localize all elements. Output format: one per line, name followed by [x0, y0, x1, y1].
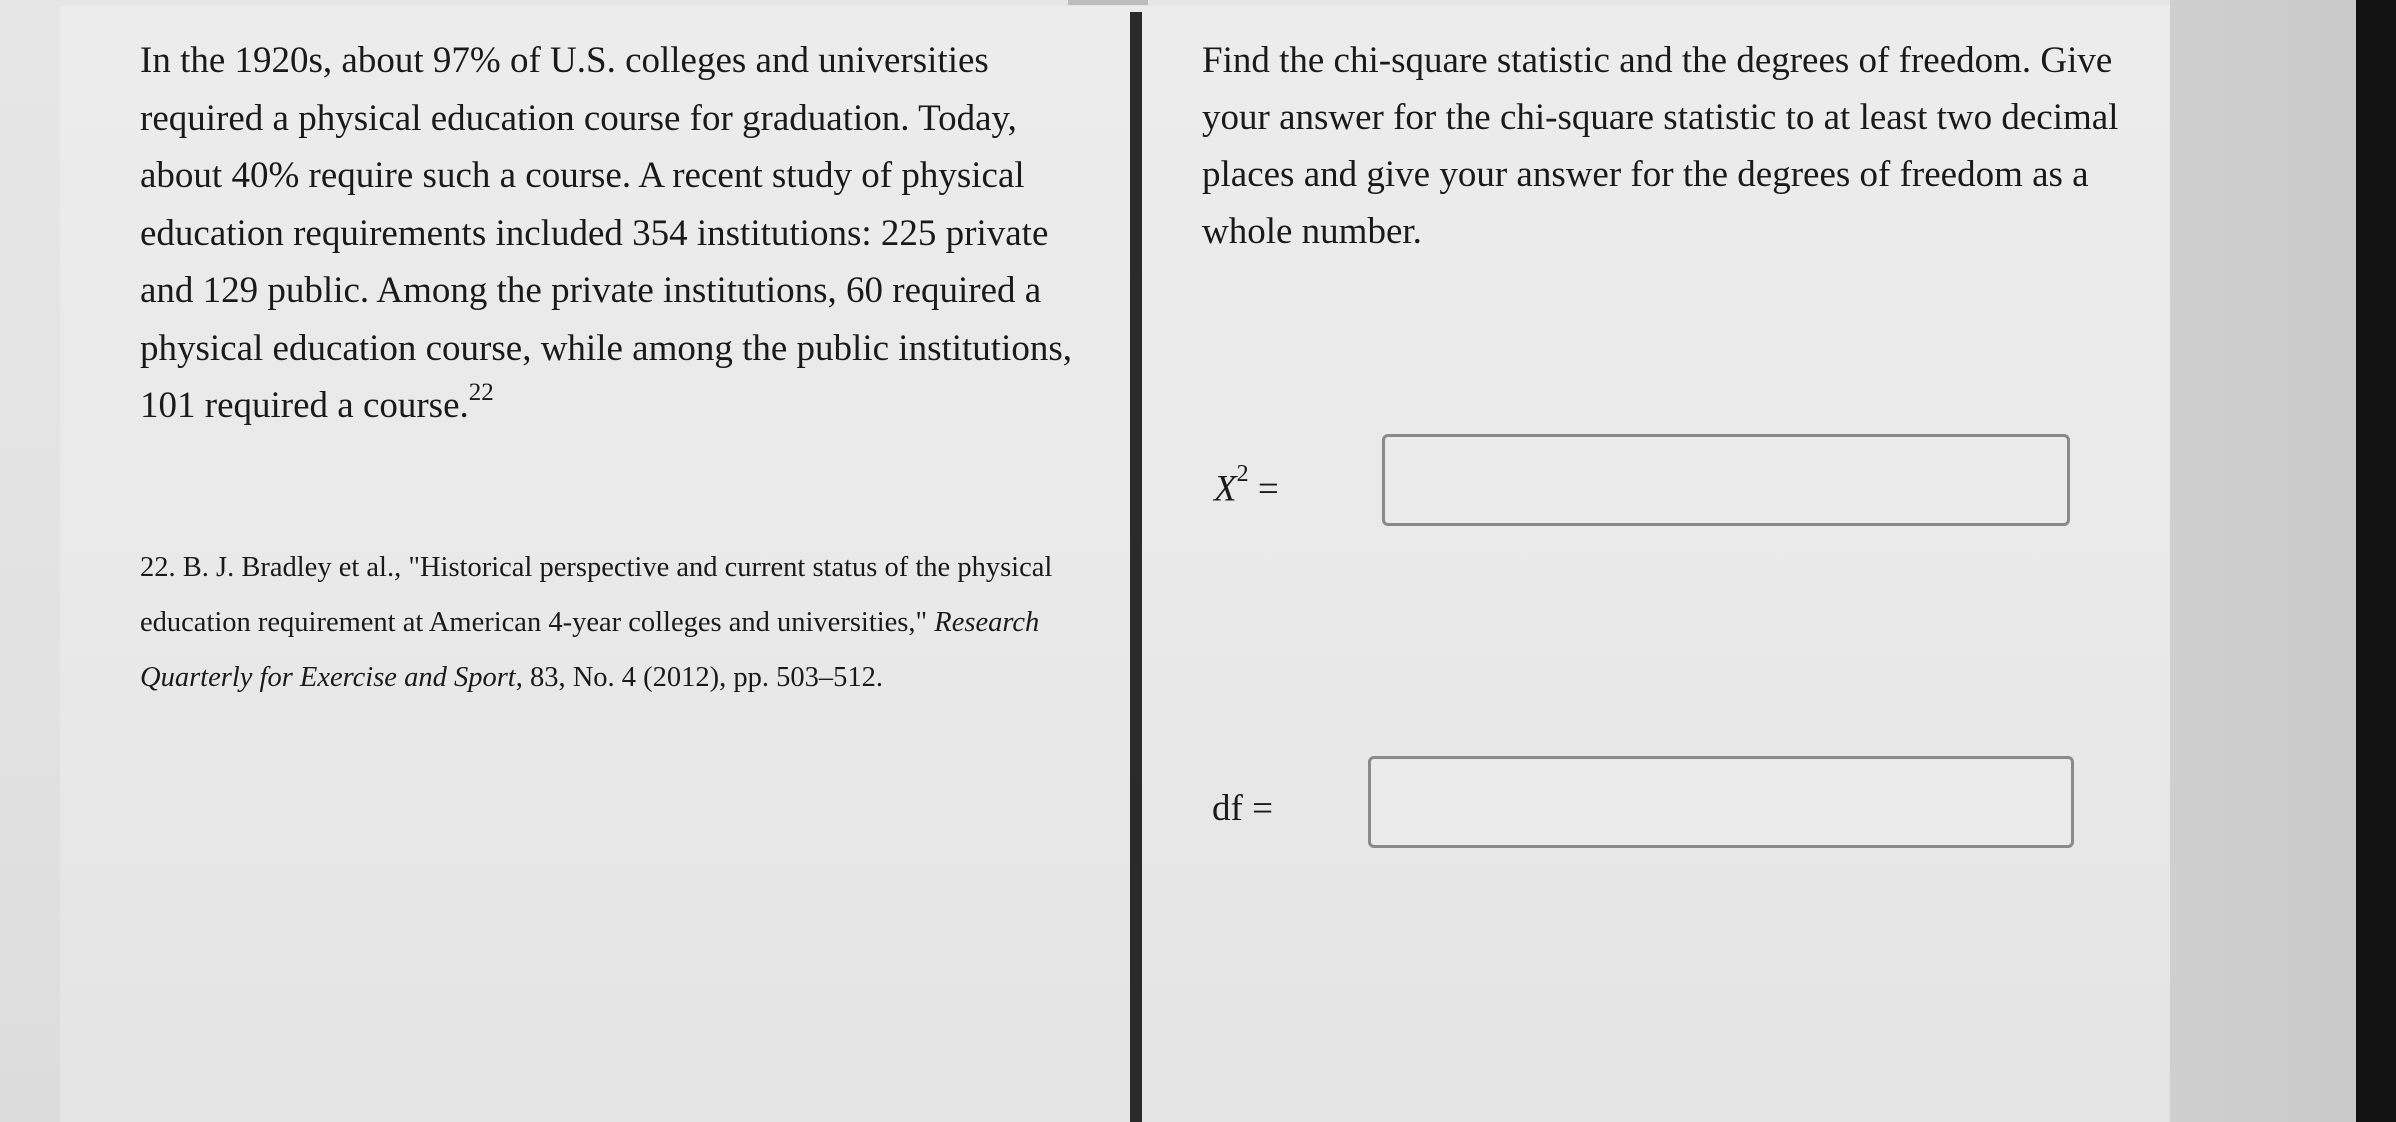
problem-body: In the 1920s, about 97% of U.S. colleges and universities required a physical education course for graduation. Today, about 40% require such a course. A recent study of physical education requirements included 354 institutions: 225 private and 129 public. Among the private institutions, 60 required a physical education course, while among the public institutions, 101 required a course.: [140, 40, 1073, 426]
screen-bezel: [2170, 0, 2370, 1122]
problem-text: [140, 32, 1100, 435]
chi-square-label-row: [1214, 461, 1279, 510]
answer-pane: [1202, 32, 2132, 260]
chi-square-input[interactable]: [1382, 434, 2070, 526]
footnote-ref: 22: [468, 378, 494, 406]
footnote: [140, 540, 1100, 705]
top-tab-strip: [1068, 0, 1148, 5]
chi-square-label: [1214, 461, 1279, 510]
df-label-row: [1212, 790, 1273, 827]
footnote-suffix: , 83, No. 4 (2012), pp. 503–512.: [515, 662, 884, 693]
chi-square-equals: =: [1257, 468, 1279, 510]
df-label: df =: [1212, 788, 1273, 829]
screen-edge: [2356, 0, 2396, 1122]
chi-square-exponent: 2: [1236, 461, 1249, 487]
footnote-journal: Research Quarterly for Exercise and Sport: [140, 607, 1040, 693]
pane-divider[interactable]: [1130, 12, 1142, 1122]
instructions-text: Find the chi-square statistic and the degrees of freedom. Give your answer for the chi-square statistic to at least two decimal places and give your answer for the degrees of freedom as a whole number.: [1202, 40, 2119, 252]
problem-pane: [140, 32, 1100, 435]
df-input[interactable]: [1368, 756, 2074, 848]
chi-square-symbol: X: [1214, 468, 1237, 510]
footnote-prefix: 22. B. J. Bradley et al., "Historical perspective and current status of the physical education requirement at American 4-year colleges and universities,": [140, 552, 1053, 638]
